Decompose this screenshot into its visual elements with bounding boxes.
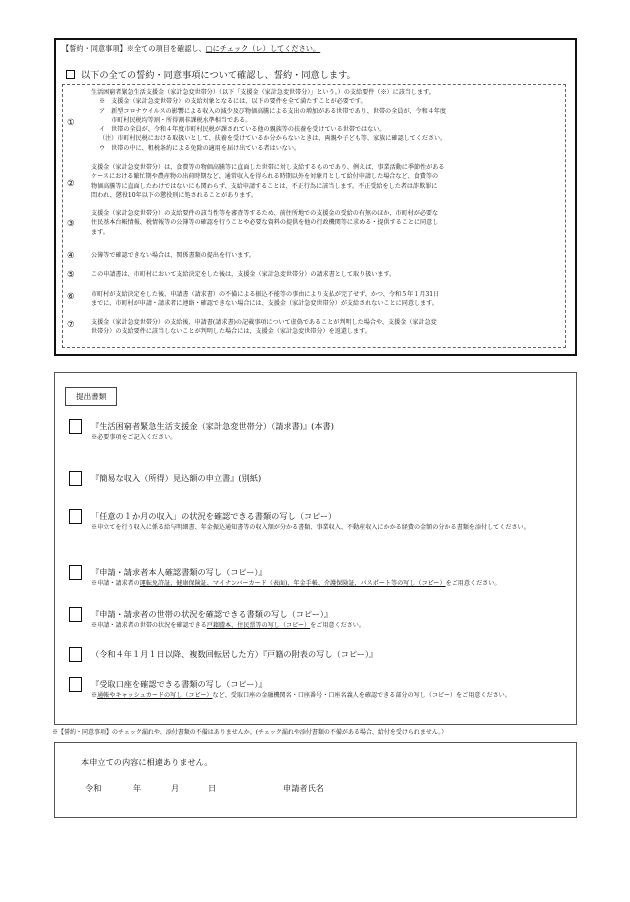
item-text xyxy=(91,270,561,279)
submission-documents-tag: 提出書類 xyxy=(65,387,117,406)
pledge-header-note-underlined: □にチェック（レ）してください。 xyxy=(205,44,321,53)
agree-checkbox[interactable] xyxy=(66,70,75,79)
item-text xyxy=(91,251,561,260)
declaration-text: 本申立ての内容に相違ありません。 xyxy=(81,757,213,767)
document-title: 『申請・請求者本人確認書類の写し（コピー）』 xyxy=(91,567,267,577)
item-line: 支援金（家計急変世帯分）の支給後、申請書(請求書)の記載事項について虚偽であることが判明した場合や、支援金（家計急変 xyxy=(91,319,437,326)
item-line: ます。 xyxy=(91,228,109,236)
item-text xyxy=(91,290,561,309)
item-line: イ 世帯の全員が、令和４年度市町村民税が課されている他の親族等の扶養を受けている世帯ではない。 xyxy=(99,126,386,134)
item-line: 支援金（家計急変世帯分）の支給要件の該当性等を審査等するため、前住所地での支援金の受給の有無のほか、市町村が必要な xyxy=(91,210,439,217)
item-line: ケースにおける繁忙期や農産物の出荷時期など、通常収入を得られる時期以外を対象月として給付申請した場合など、食費等の xyxy=(91,173,439,181)
document-checkbox[interactable] xyxy=(69,607,82,622)
day-label: 日 xyxy=(208,783,217,793)
item-number: ① xyxy=(67,118,75,128)
item-line: 市町村が支給決定をした後、申請書（請求書）の不備による振込不能等の事由により支払が完了せず、かつ、令和５年１月31日 xyxy=(91,291,440,298)
item-number: ② xyxy=(67,179,75,189)
pledge-header xyxy=(62,44,320,54)
item-line: 物価高騰等に直面したわけではないにも関わらず、支給申請することは、不正行為に該当します。不正受給をした者は詐欺罪に xyxy=(91,182,438,190)
item-line: ウ 世帯の中に、租税条約による免除の適用を届け出ている者はいない。 xyxy=(99,144,301,152)
item-text xyxy=(91,209,561,237)
era-label: 令和 xyxy=(85,783,102,793)
year-label: 年 xyxy=(133,783,142,793)
item-line: 住民基本台帳情報、税情報等の公簿等の確認を行うことや必要な資料の提供を他の行政機関等に求める・提供することに同意し xyxy=(91,219,439,227)
document-checkbox[interactable] xyxy=(69,509,82,524)
pledge-items xyxy=(62,84,566,348)
document-note: ※申請・請求者の世帯の状況を確認できる戸籍謄本、住民票等の写し（コピー）をご用意ください。 xyxy=(91,622,365,629)
item-line: 生活困窮者緊急生活支援金（家計急変世帯分）（以下「支援金（家計急変世帯分）」という。）の支給要件（※）に該当します。 xyxy=(91,89,435,96)
agree-text: 以下の全ての誓約・同意事項について確認し、誓約・同意します。 xyxy=(81,70,356,81)
item-number: ⑦ xyxy=(67,320,75,330)
document-checkbox[interactable] xyxy=(69,565,82,580)
submission-documents-section xyxy=(54,372,577,725)
item-number: ④ xyxy=(67,251,75,261)
item-line: 問われ、懲役10年以下の懲役刑に処されることがあります。 xyxy=(91,191,258,199)
item-line: （注）市町村民税における取扱いとして、扶養を受けているか分からないときは、両親や子ども等、家族に確認してください。 xyxy=(99,135,447,143)
item-number: ⑥ xyxy=(67,292,75,302)
document-checkbox[interactable] xyxy=(69,471,82,486)
item-line: この申請書は、市町村において支給決定をした後は、支援金（家計急変世帯分）の請求書として取り扱います。 xyxy=(91,271,396,278)
document-title: 『簡易な収入（所得）見込額の申立書』(別紙) xyxy=(91,473,262,483)
item-number: ③ xyxy=(67,219,75,229)
item-text xyxy=(91,88,561,153)
item-line: 市町村民税均等割・所得割非課税水準相当である。 xyxy=(99,116,252,124)
document-note: ※申請・請求者の運転免許証、健康保険証、マイナンバーカード（表面)、年金手帳、介護保険証、パスポート等の写し（コピー）をご用意ください。 xyxy=(91,580,501,587)
item-line: 公簿等で確認できない場合は、関係書類の提出を行います。 xyxy=(91,252,256,259)
pledge-header-label: 【誓約・同意事項】 xyxy=(62,44,127,53)
month-label: 月 xyxy=(171,783,180,793)
item-text xyxy=(91,163,561,200)
document-note: ※通帳やキャッシュカードの写し（コピー）など、受取口座の金融機関名・口座番号・口座名義人を確認できる部分の写し（コピー）をご用意ください。 xyxy=(91,692,511,699)
document-checkbox[interactable] xyxy=(69,647,82,662)
document-title: 『生活困窮者緊急生活支援金（家計急変世帯分）（請求書)』(本書) xyxy=(91,421,334,431)
pledge-header-note: ※全ての項目を確認し、 xyxy=(126,44,206,53)
item-line: までに、市町村が申請・請求者に連絡・確認できない場合には、支援金（家計急変世帯分）が支給されないことに同意します。 xyxy=(91,300,438,308)
item-number: ⑤ xyxy=(67,270,75,280)
document-title: 「任意の１か月の収入」の状況を確認できる書類の写し（コピー） xyxy=(91,511,337,521)
document-checkbox[interactable] xyxy=(69,677,82,692)
document-note: ※必要事項をご記入ください。 xyxy=(91,434,177,441)
check-reminder-note: ※【誓約・同意事項】のチェック漏れや、添付書類の不備はありませんか。(チェック漏れや添付書類の不備がある場合、給付を受けられません。） xyxy=(52,729,448,736)
document-checkbox[interactable] xyxy=(69,419,82,434)
item-line: ※ 支援金（家計急変世帯分）の支給対象となるには、以下の要件を全て満たすことが必要です。 xyxy=(99,98,367,106)
item-line: 支援金（家計急変世帯分）は、食費等の物価高騰等に直面した世帯に対し支給するものであり、例えば、事業活動に季節性がある xyxy=(91,164,445,171)
declaration-section xyxy=(54,742,577,818)
item-text xyxy=(91,318,561,337)
document-title: （令和４年１月１日以降、複数回転居した方）『戸籍の附表の写し（コピー）』 xyxy=(91,649,378,659)
item-line: 世帯分）の支給要件に該当しないことが判明した場合には、支援金（家計急変世帯分）を返還します。 xyxy=(91,328,371,336)
document-title: 『受取口座を確認できる書類の写し（コピー）』 xyxy=(91,679,267,689)
document-note: ※申立てを行う収入に係る給与明細書、年金振込通知書等の収入額が分かる書類、事業収入、不動産収入にかかる経費の金額の分かる書類を添付してください。 xyxy=(91,524,530,531)
applicant-name-label: 申請者氏名 xyxy=(283,783,324,793)
agree-row xyxy=(66,67,356,81)
pledge-consent-section xyxy=(54,38,577,356)
item-line: ア 新型コロナウイルスの影響による収入の減少及び物価高騰による支出の増加がある世帯であり、世帯の全員が、令和４年度 xyxy=(99,107,446,115)
document-title: 『申請・請求者の世帯の状況を確認できる書類の写し（コピー）』 xyxy=(91,609,333,619)
